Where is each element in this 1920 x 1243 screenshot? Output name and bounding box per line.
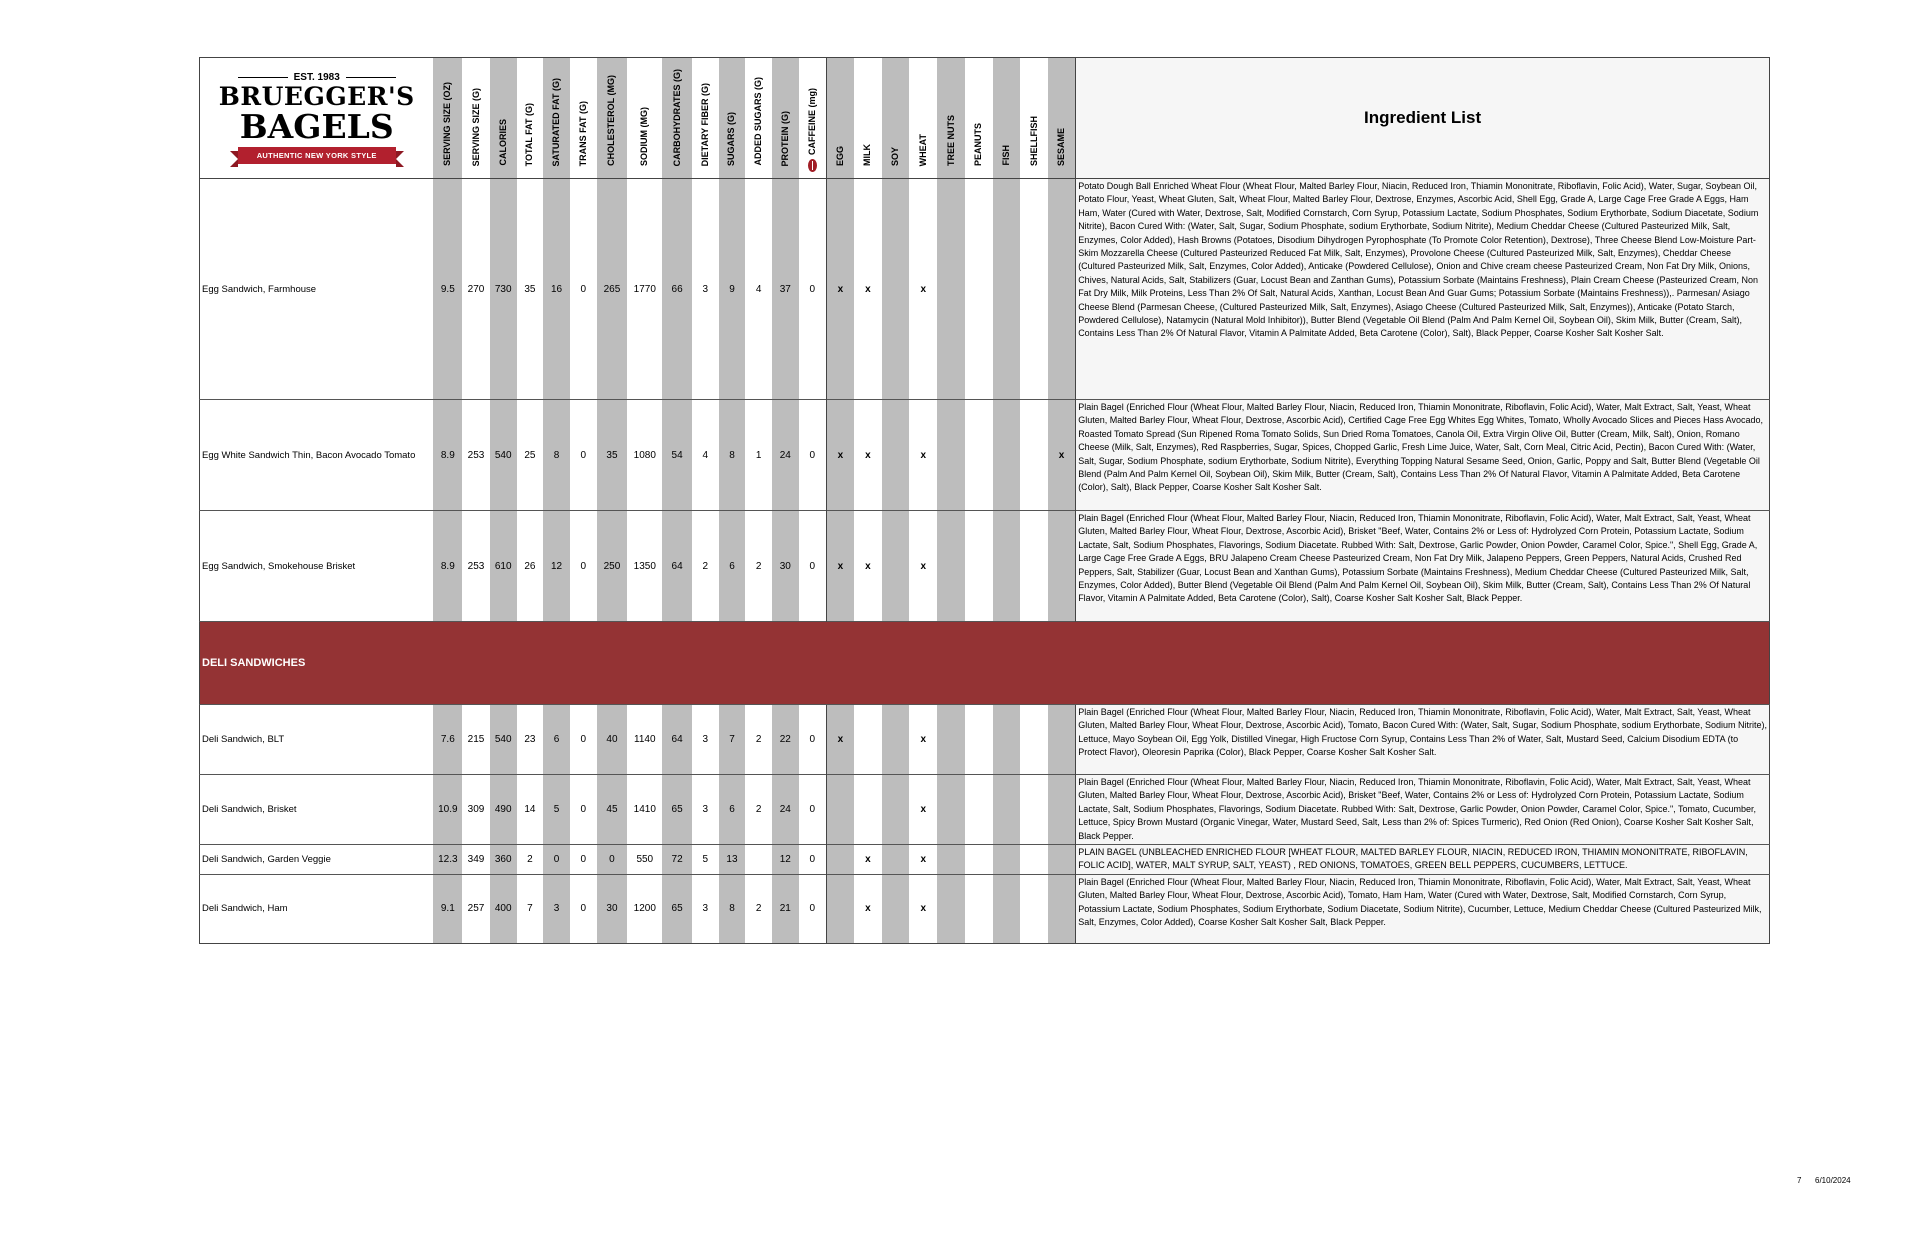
nutrition-value: 1200 [627,874,662,943]
coffee-bean-icon [808,159,817,172]
column-header [543,58,570,179]
brueggers-logo [217,72,417,164]
allergen-mark [1020,874,1048,943]
allergen-mark [965,845,993,875]
allergen-mark [993,705,1021,775]
nutrition-value: 30 [772,511,799,622]
column-header [826,58,854,179]
column-header-label: DIETARY FIBER (G) [699,82,710,166]
nutrition-value: 7 [719,705,746,775]
allergen-mark: x [854,845,882,875]
nutrition-value: 730 [490,179,517,400]
nutrition-value: 349 [462,845,490,875]
nutrition-value: 2 [517,845,544,875]
allergen-mark [1020,511,1048,622]
ingredient-list-header: Ingredient List [1076,58,1770,179]
nutrition-value: 257 [462,874,490,943]
allergen-mark [1048,775,1076,845]
nutrition-value: 64 [662,705,692,775]
nutrition-value: 400 [490,874,517,943]
table-row [200,179,1770,400]
allergen-mark: x [1048,400,1076,511]
nutrition-value: 1770 [633,283,656,295]
column-header-label: PROTEIN (G) [779,110,790,166]
allergen-mark: x [909,874,937,943]
allergen-mark: x [826,400,854,511]
nutrition-value: 9 [719,179,746,400]
column-header [570,58,597,179]
nutrition-value: 360 [490,845,517,875]
nutrition-value: 0 [799,775,827,845]
allergen-mark: x [909,511,937,622]
column-header [719,58,746,179]
nutrition-value: 5 [543,775,570,845]
nutrition-value: 8 [719,874,746,943]
allergen-mark [1048,179,1076,400]
column-header [462,58,490,179]
column-header-label: SESAME [1056,127,1067,166]
nutrition-value: 0 [799,705,827,775]
allergen-mark [882,179,910,400]
nutrition-value: 64 [662,511,692,622]
allergen-mark [965,705,993,775]
nutrition-value: 6 [543,705,570,775]
allergen-mark: x [920,283,927,295]
allergen-mark [882,874,910,943]
nutrition-value: 0 [809,283,816,295]
allergen-mark [993,400,1021,511]
table-body [200,179,1770,944]
logo-name-line2: BAGELS [239,107,394,146]
allergen-mark: x [909,705,937,775]
allergen-mark [882,400,910,511]
column-header [799,58,827,179]
nutrition-value: 7 [517,874,544,943]
column-header [937,58,965,179]
nutrition-value: 1080 [627,400,662,511]
ingredient-text: Plain Bagel (Enriched Flour (Wheat Flour, Malted Barley Flour, Niacin, Reduced Iron, Thiamin Mononitrate, Riboflavin, Folic Acid), Water, Malt Extract, Salt, Yeast, Wheat Gluten, Malted Barley Flour, Wheat Flour, Dextrose, Ascorbic Acid), Tomato, Ham Ham, Water (Cured with Water, Dextrose, Salt, Modified Cornstarch, Corn Syrup, Potassium Lactate, Sodium Phosphates, Sodium Erythorbate, Sodium Diacetate, Sodium Nitrite), Cucumber, Lettuce, Medium Cheddar Cheese (Cultured Pasteurized Milk, Salt, Enzymes, Color Added), Coarse Kosher Salt Kosher Salt, Black Pepper. [1076,874,1770,943]
nutrition-value: 22 [772,705,799,775]
column-header [1048,58,1076,179]
nutrition-value: 6 [719,775,746,845]
allergen-mark [965,511,993,622]
nutrition-value: 610 [490,511,517,622]
allergen-mark [937,179,965,400]
column-header-label: SERVING SIZE (OZ) [442,82,453,166]
section-header-row [200,622,1770,705]
nutrition-value: 35 [524,283,536,295]
allergen-mark [1048,511,1076,622]
column-header [490,58,517,179]
allergen-mark [826,874,854,943]
allergen-mark [854,775,882,845]
nutrition-value: 1410 [627,775,662,845]
nutrition-value: 3 [543,874,570,943]
column-header [965,58,993,179]
column-header [909,58,937,179]
nutrition-value: 1140 [627,705,662,775]
allergen-mark [1020,845,1048,875]
nutrition-value: 0 [799,874,827,943]
column-header-label: SODIUM (MG) [639,107,650,166]
ingredient-text: PLAIN BAGEL (UNBLEACHED ENRICHED FLOUR [WHEAT FLOUR, MALTED BARLEY FLOUR, NIACIN, REDUCED IRON, THIAMIN MONONITRATE, RIBOFLAVIN, FOLIC ACID], WATER, MALT SYRUP, SALT, YEAST) , RED ONIONS, TOMATOES, GREEN BELL PEPPERS, CUCUMBERS, LETTUCE. [1076,845,1770,875]
column-header [882,58,910,179]
nutrition-value: 1350 [627,511,662,622]
column-header-label: SERVING SIZE (G) [470,87,481,166]
nutrition-value: 3 [692,874,719,943]
column-header [993,58,1021,179]
nutrition-value: 0 [570,775,597,845]
nutrition-value: 0 [570,400,597,511]
nutrition-value: 0 [543,845,570,875]
allergen-mark [993,775,1021,845]
column-header-label: ADDED SUGARS (G) [753,77,764,166]
allergen-mark [993,874,1021,943]
nutrition-value: 40 [597,705,628,775]
allergen-mark [882,511,910,622]
allergen-mark: x [826,705,854,775]
nutrition-value: 0 [570,874,597,943]
allergen-mark: x [854,511,882,622]
column-header-label: SATURATED FAT (G) [551,77,562,166]
logo-cell [200,58,434,179]
nutrition-value: 10.9 [433,775,462,845]
allergen-mark [1048,705,1076,775]
column-header [627,58,662,179]
nutrition-value: 9.1 [433,874,462,943]
nutrition-value: 26 [517,511,544,622]
allergen-mark: x [909,775,937,845]
logo-tagline-banner: AUTHENTIC NEW YORK STYLE [238,147,396,164]
nutrition-value: 309 [462,775,490,845]
ingredient-text: Potato Dough Ball Enriched Wheat Flour (Wheat Flour, Malted Barley Flour, Niacin, Reduced Iron, Thiamin Mononitrate, Riboflavin, Folic Acid), Water, Sugar, Soybean Oil, Potato Flour, Yeast, Wheat Gluten, Salt, Wheat Flour, Malted Barley Flour, Dextrose, Enzymes, Ascorbic Acid, Shell Egg, Grade A, Large Cage Free Grade A Eggs, Ham Ham, Water (Cured with Water, Dextrose, Salt, Modified Cornstarch, Corn Syrup, Potassium Lactate, Sodium Phosphates, Sodium Erythorbate, Sodium Diacetate, Sodium Nitrite), Bacon Cured With: (Water, Salt, Sugar, Sodium Phosphate, sodium Erythorbate, Sodium Nitrite), Medium Cheddar Cheese (Cultured Pasteurized Milk, Salt, Enzymes, Color Added), Hash Browns (Potatoes, Disodium Dihydrogen Pyrophosphate (To Promote Color Retention), Dextrose), Three Cheese Blend Low-Moisture Part-Skim Mozzarella Cheese (Cultured Pasteurized Reduced Fat Milk, Salt, Enzymes), Provolone Cheese (Cultured Pasteurized Milk, Salt, Enzymes), Cheddar Cheese (Cultured Pasteurized Milk, Salt, Enzymes, Color Added), Anticake (Powdered Cellulose), Onion and Chive cream cheese Pasteurized Cream, Non Fat Dry Milk, Onions, Chives, Natural Acids, Salt, Stabilizers (Guar, Locust Bean and Zanthan Gums), Potassium Sorbate (Maintains Freshness), Plain Cream Cheese (Pasteurized Cream, Non Fat Dry Milk, Milk Proteins, Less Than 2% Of Salt, Natural Acids, Xanthan, Locust Bean And Guar Gums; Potassium Sorbate (Maintains Freshness)),. Parmesan/ Asiago Cheese Blend (Parmesan Cheese, (Cultured Pasteurized Milk, Salt, Enzymes), Asiago Cheese (Cultured Pasteurized Milk, Salt, Enzymes)), Anticake (Potato Starch, Powdered Cellulose), Natamycin (Natural Mold Inhibitor)), Butter Blend (Vegetable Oil Blend (Palm And Palm Kernel Oil, Soybean Oil), Skim Milk, Butter (Cream, Salt), Contains Less Than 2% Of Natural Flavor, Vitamin A Palmitate Added, Beta Carotene (Color), Salt), Black Pepper, Coarse Kosher Salt Kosher Salt. [1076,179,1770,400]
nutrition-value: 250 [597,511,628,622]
allergen-mark [993,179,1021,400]
nutrition-value: 12 [772,845,799,875]
ingredient-text: Plain Bagel (Enriched Flour (Wheat Flour, Malted Barley Flour, Niacin, Reduced Iron, Thiamin Mononitrate, Riboflavin, Folic Acid), Water, Malt Extract, Salt, Yeast, Wheat Gluten, Malted Barley Flour, Wheat Flour, Dextrose, Ascorbic Acid), Brisket "Beef, Water, Contains 2% or Less of: Hydrolyzed Corn Protein, Potassium Lactate, Sodium Lactate, Salt, Sodium Phosphates, Flavorings, Sodium Diacetate. Rubbed With: Salt, Dextrose, Garlic Powder, Onion Powder, Caramel Color, Spice.", Shell Egg, Grade A, Large Cage Free Grade A Eggs, BRU Jalapeno Cream Cheese Pasteurized Cream, Non Fat Dry Milk, Jalapeno Peppers, Green Peppers, Natural Acids, Crushed Red Peppers, Salt, Stabilizer (Guar, Locust Bean and Xanthan Gums), Potassium Sorbate (Maintains Freshness), Medium Cheddar Cheese (Cultured Pasteurized Milk, Salt, Enzymes, Color Added), Butter Blend (Vegetable Oil Blend (Palm And Palm Kernel Oil, Soybean Oil), Skim Milk, Butter (Cream, Salt), Contains Less Than 2% Of Natural Flavor, Vitamin A Palmitate Added, Beta Carotene (Color), Salt), Coarse Kosher Salt Kosher Salt, Black Pepper. [1076,511,1770,622]
menu-item-name: Egg Sandwich, Smokehouse Brisket [200,511,434,622]
column-header-label: SHELLFISH [1028,115,1039,166]
allergen-mark [826,845,854,875]
menu-item-name: Deli Sandwich, Ham [200,874,434,943]
table-row [200,775,1770,845]
allergen-mark [937,705,965,775]
nutrition-value: 2 [745,511,772,622]
nutrition-value: 6 [719,511,746,622]
allergen-mark [937,874,965,943]
allergen-mark [993,845,1021,875]
menu-item-name: Deli Sandwich, Garden Veggie [200,845,434,875]
nutrition-value: 14 [517,775,544,845]
nutrition-value: 5 [692,845,719,875]
nutrition-table [199,57,1770,944]
allergen-mark [993,511,1021,622]
nutrition-value: 2 [745,775,772,845]
allergen-mark: x [909,845,937,875]
allergen-mark [1020,179,1048,400]
nutrition-value: 23 [517,705,544,775]
nutrition-value: 45 [597,775,628,845]
nutrition-value: 30 [597,874,628,943]
allergen-mark [1020,705,1048,775]
nutrition-value: 540 [490,400,517,511]
allergen-mark [882,775,910,845]
column-header-label: CALORIES [497,119,508,166]
column-header-label: TOTAL FAT (G) [524,102,535,166]
nutrition-value: 65 [662,775,692,845]
footer-date: 6/10/2024 [1815,1176,1851,1185]
nutrition-value: 21 [772,874,799,943]
allergen-mark [965,874,993,943]
column-header-label: TREE NUTS [945,114,956,166]
column-header [1020,58,1048,179]
allergen-mark [882,845,910,875]
allergen-mark [1048,874,1076,943]
nutrition-value: 12.3 [433,845,462,875]
nutrition-value: 37 [772,179,799,400]
nutrition-value: 253 [462,400,490,511]
menu-item-name: Egg Sandwich, Farmhouse [202,283,317,295]
nutrition-value: 0 [570,705,597,775]
nutrition-value: 8.9 [433,400,462,511]
nutrition-value: 0 [799,845,827,875]
table-row [200,511,1770,622]
nutrition-value: 8 [543,400,570,511]
column-header-label: SOY [890,146,901,166]
allergen-mark [965,775,993,845]
allergen-mark [937,775,965,845]
column-header [597,58,628,179]
nutrition-value: 1 [745,400,772,511]
menu-item-name: Deli Sandwich, Brisket [200,775,434,845]
nutrition-value: 25 [517,400,544,511]
column-header [433,58,462,179]
allergen-mark: x [909,400,937,511]
table-row [200,874,1770,943]
nutrition-value: 8 [719,400,746,511]
column-header-label: PEANUTS [973,122,984,166]
nutrition-value: 66 [662,179,692,400]
nutrition-value: 24 [772,400,799,511]
menu-item-name: Egg White Sandwich Thin, Bacon Avocado Tomato [200,400,434,511]
footer-page-number: 7 [1797,1176,1802,1185]
nutrition-value: 54 [662,400,692,511]
nutrition-value: 3 [692,775,719,845]
header-row [200,58,1770,179]
column-header-label: CHOLESTEROL (MG) [606,75,617,166]
nutrition-value: 13 [719,845,746,875]
ingredient-text: Plain Bagel (Enriched Flour (Wheat Flour, Malted Barley Flour, Niacin, Reduced Iron, Thiamin Mononitrate, Riboflavin, Folic Acid), Water, Malt Extract, Salt, Yeast, Wheat Gluten, Malted Barley Flour, Wheat Flour, Dextrose, Ascorbic Acid), Certified Cage Free Egg Whites Egg Whites, Tomato, Wholly Avocado Slices and Pieces Hass Avocado, Roasted Tomato Spread (Sun Ripened Roma Tomato Solids, Sun Dried Roma Tomatoes, Canola Oil, Extra Virgin Olive Oil, Butter (Cream, Milk, Salt), Onion, Romano Cheese (Milk, Salt, Enzymes), Red Raspberries, Sugar, Spices, Chopped Garlic, Fresh Lime Juice, Water, Salt, Corn Meal, Citric Acid, Pectin), Bacon Cured With: (Water, Salt, Sugar, Sodium Phosphate, sodium Erythorbate, Sodium Nitrite), Everything Topping Natural Sesame Seed, Onion, Garlic, Poppy and Salt, Butter Blend (Vegetable Oil Blend (Palm And Palm Kernel Oil, Soybean Oil), Skim Milk, Butter (Cream, Salt), Contains Less Than 2% Of Natural Flavor, Vitamin A Palmitate Added, Beta Carotene (Color), Salt), Black Pepper, Coarse Kosher Salt Kosher Salt. [1076,400,1770,511]
nutrition-value: 2 [745,874,772,943]
allergen-mark [826,775,854,845]
allergen-mark [1020,775,1048,845]
nutrition-value: 8.9 [433,511,462,622]
allergen-mark: x [865,283,871,295]
column-header-label: EGG [834,145,845,166]
nutrition-value: 490 [490,775,517,845]
nutrition-value: 550 [627,845,662,875]
table-row [200,400,1770,511]
logo-est-text: EST. 1983 [293,72,340,83]
nutrition-value: 0 [570,511,597,622]
column-header-label: TRANS FAT (G) [577,100,588,166]
allergen-mark: x [826,179,854,400]
column-header [772,58,799,179]
ingredient-text: Plain Bagel (Enriched Flour (Wheat Flour, Malted Barley Flour, Niacin, Reduced Iron, Thiamin Mononitrate, Riboflavin, Folic Acid), Water, Malt Extract, Salt, Yeast, Wheat Gluten, Malted Barley Flour, Wheat Flour, Dextrose, Ascorbic Acid), Tomato, Bacon Cured With: (Water, Salt, Sugar, Sodium Phosphate, sodium Erythorbate, Sodium Nitrite), Lettuce, Mayo Soybean Oil, Egg Yolk, Distilled Vinegar, High Fructose Corn Syrup, Contains Less Than 2% of Water, Salt, Mustard Seed, Calcium Disodium EDTA (to Protect Flavor), Oleoresin Paprika (Color), Black Pepper, Coarse Kosher Salt Kosher Salt. [1076,705,1770,775]
menu-item-name: Deli Sandwich, BLT [200,705,434,775]
column-header [662,58,692,179]
nutrition-value: 72 [662,845,692,875]
allergen-mark [937,400,965,511]
nutrition-value: 0 [799,511,827,622]
section-title: DELI SANDWICHES [200,622,1770,705]
column-header-label: WHEAT [917,133,928,166]
allergen-mark [965,400,993,511]
nutrition-value [745,845,772,875]
nutrition-value: 0 [799,400,827,511]
nutrition-value: 65 [662,874,692,943]
nutrition-value: 4 [755,283,762,295]
nutrition-value: 3 [692,705,719,775]
column-header-label: SUGARS (G) [726,112,737,166]
nutrition-value: 540 [490,705,517,775]
column-header [745,58,772,179]
nutrition-value: 0 [597,845,628,875]
column-header-label: MILK [862,144,873,166]
nutrition-value: 270 [467,283,485,295]
nutrition-value: 3 [702,283,709,295]
allergen-mark [882,705,910,775]
allergen-mark [854,705,882,775]
nutrition-value: 35 [597,400,628,511]
table-row [200,705,1770,775]
nutrition-value: 4 [692,400,719,511]
allergen-mark: x [854,874,882,943]
allergen-mark [1048,845,1076,875]
nutrition-value: 7.6 [433,705,462,775]
nutrition-value: 16 [543,179,570,400]
allergen-mark [937,511,965,622]
nutrition-value: 2 [745,705,772,775]
column-header-label: CAFFEINE (mg) [806,88,817,155]
nutrition-value: 0 [580,283,586,295]
nutrition-value: 2 [692,511,719,622]
allergen-mark [1020,400,1048,511]
nutrition-value: 9.5 [433,179,462,400]
nutrition-value: 253 [462,511,490,622]
ingredient-text: Plain Bagel (Enriched Flour (Wheat Flour, Malted Barley Flour, Niacin, Reduced Iron, Thiamin Mononitrate, Riboflavin, Folic Acid), Water, Malt Extract, Salt, Yeast, Wheat Gluten, Malted Barley Flour, Wheat Flour, Dextrose, Ascorbic Acid), Brisket "Beef, Water, Contains 2% or Less of: Hydrolyzed Corn Protein, Potassium Lactate, Sodium Lactate, Salt, Sodium Phosphates, Flavorings, Sodium Diacetate. Rubbed With: Salt, Dextrose, Garlic Powder, Onion Powder, Caramel Color, Spice.", Tomato, Cucumber, Lettuce, Spicy Brown Mustard (Organic Vinegar, Water, Mustard Seed, Salt, Less than 2% of: Spices Turmeric), Red Onion (Red Onion), Coarse Kosher Salt Kosher Salt, Black Pepper. [1076,775,1770,845]
column-header [854,58,882,179]
table-row [200,845,1770,875]
allergen-mark [937,845,965,875]
allergen-mark: x [854,400,882,511]
nutrition-value: 24 [772,775,799,845]
column-header-label: FISH [1000,145,1011,166]
nutrition-value: 0 [570,845,597,875]
nutrition-value: 12 [543,511,570,622]
nutrition-value: 265 [597,179,628,400]
nutrition-value: 215 [462,705,490,775]
column-header [692,58,719,179]
logo-name-line1: BRUEGGER'S [218,82,415,111]
allergen-mark [965,179,993,400]
allergen-mark: x [826,511,854,622]
column-header-label: CARBOHYDRATES (G) [671,68,682,166]
column-header [517,58,544,179]
